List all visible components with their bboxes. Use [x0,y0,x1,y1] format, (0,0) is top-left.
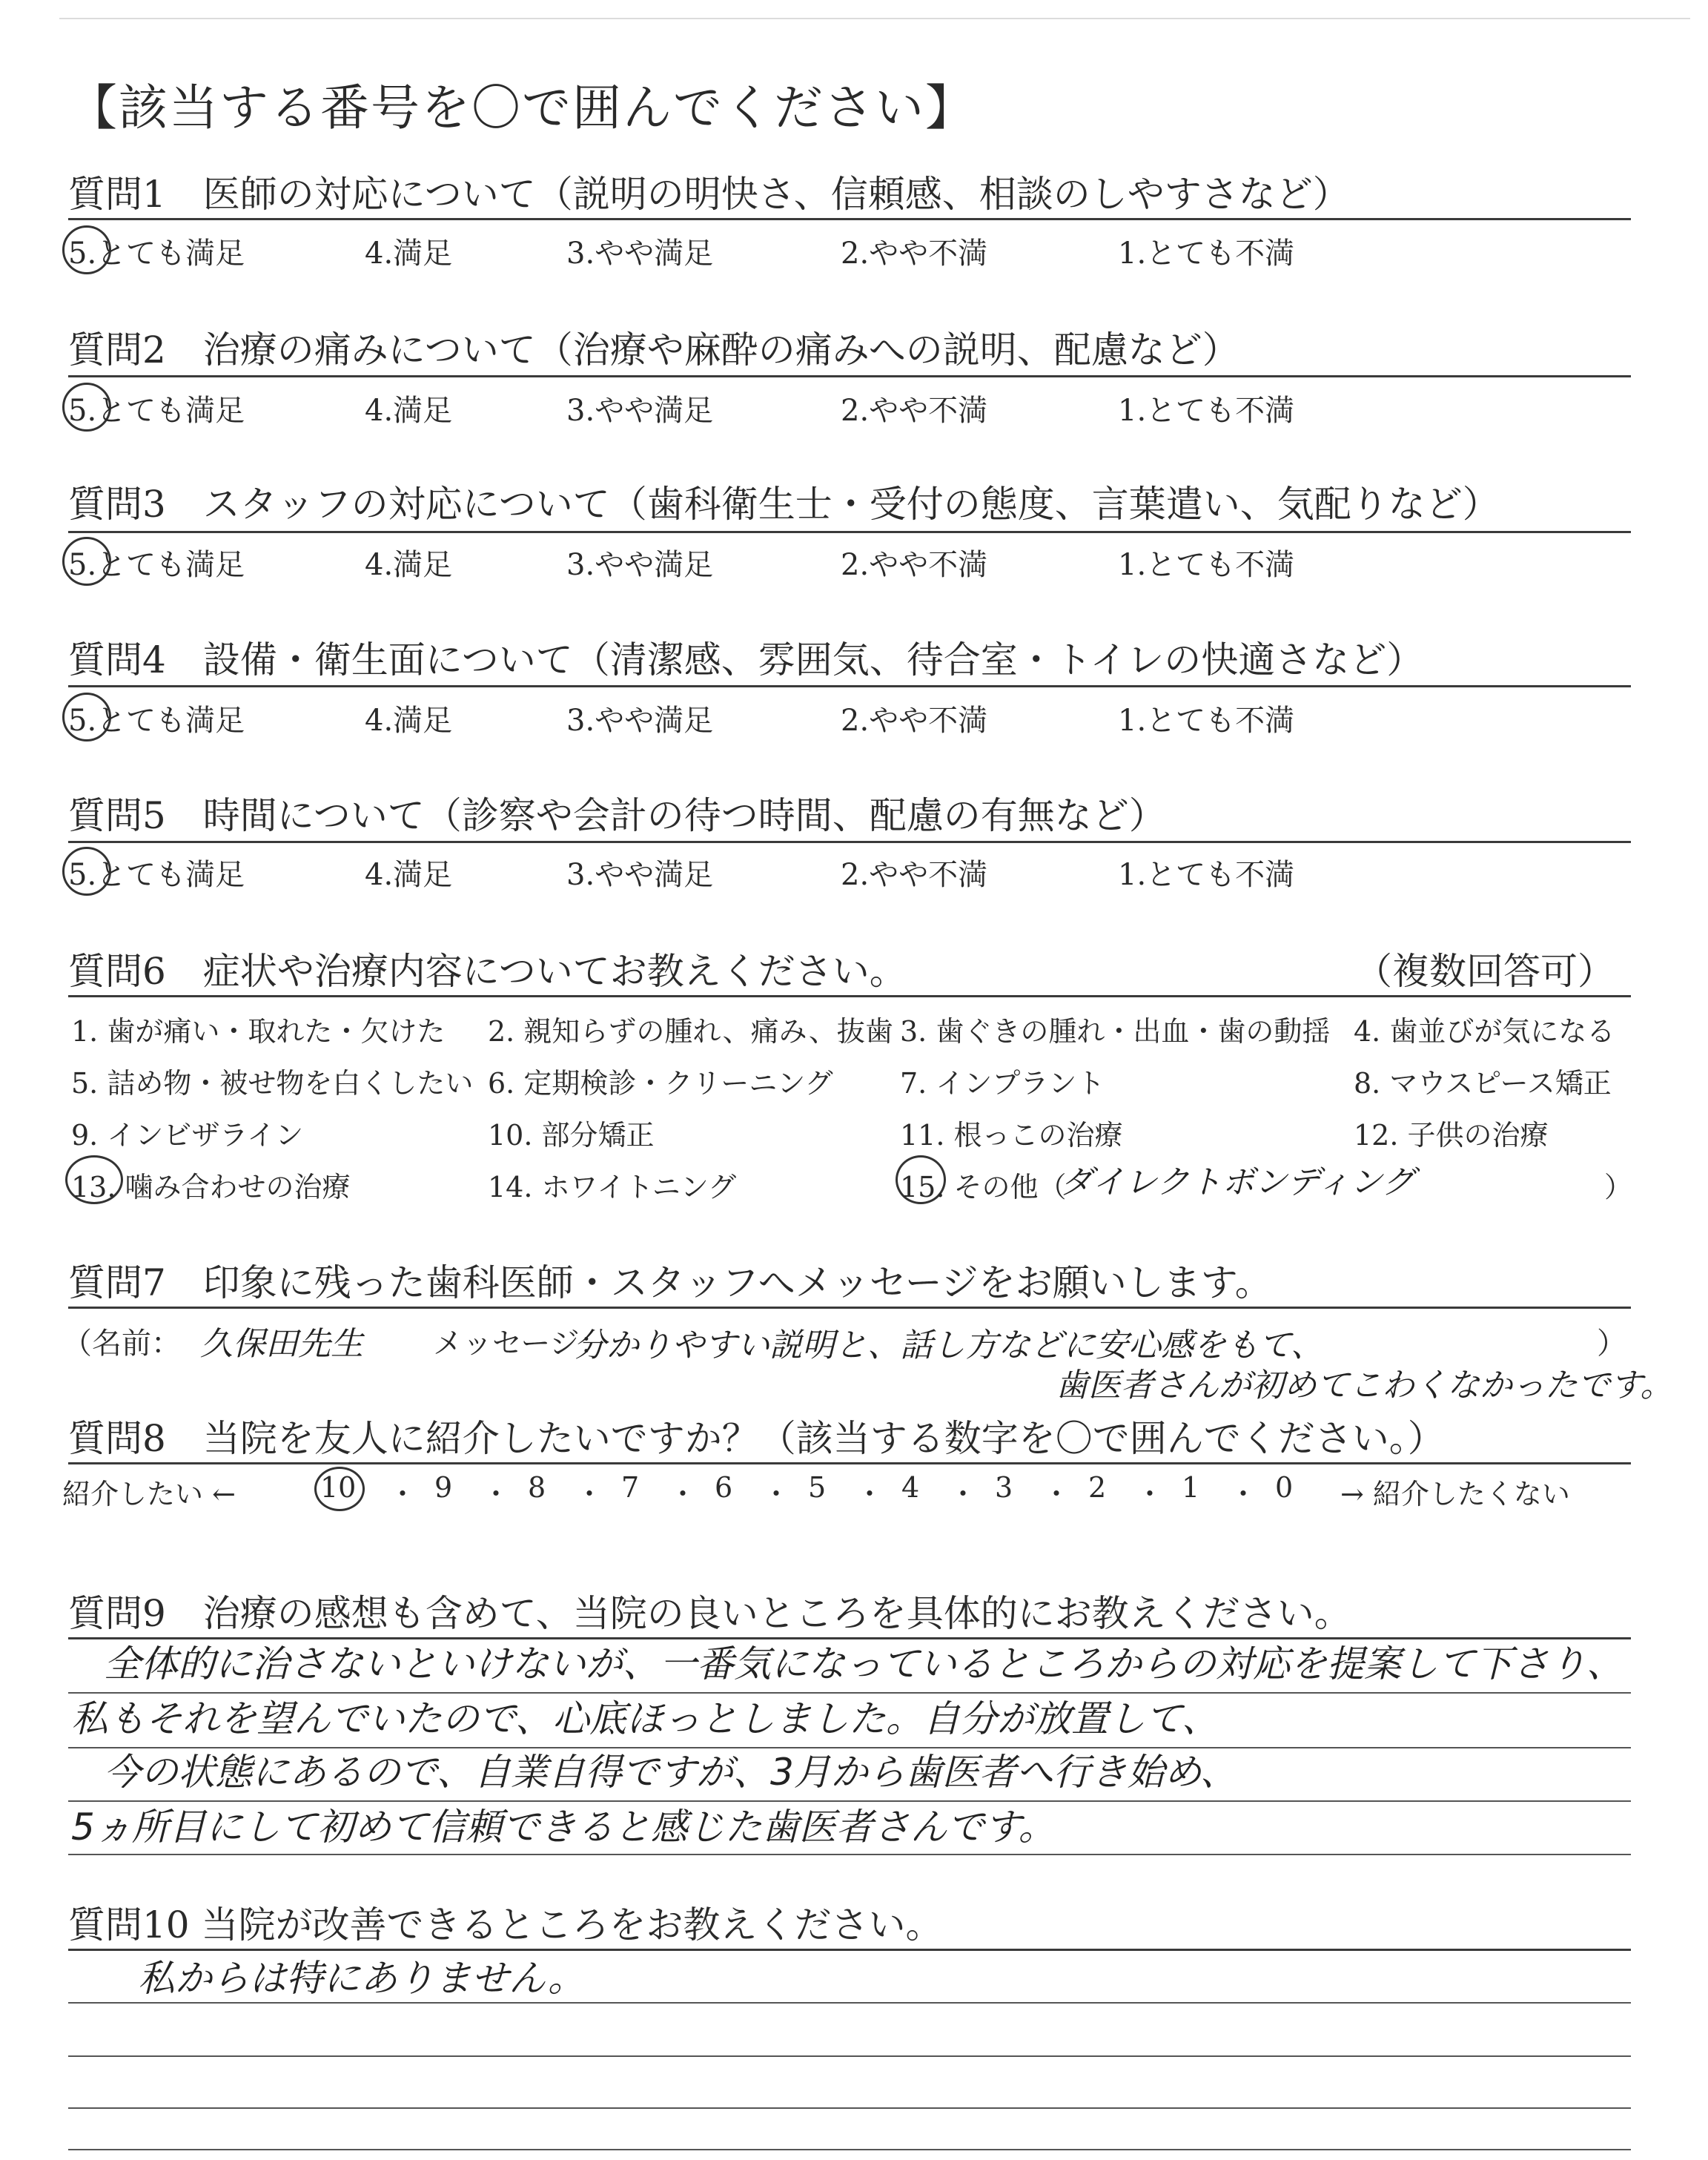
q5-option-5[interactable]: 5.とても満足 [68,858,245,892]
q6-multiple-note: （複数回答可） [1355,950,1615,993]
q1-option-4[interactable]: 4.満足 [365,237,453,271]
q3-title: 質問3 スタッフの対応について（歯科衛生士・受付の態度、言葉遣い、気配りなど） [68,483,1500,526]
q6-option-13[interactable]: 13. 噛み合わせの治療 [71,1171,351,1203]
q6-other-close: ） [1604,1171,1633,1203]
q8-value-0[interactable]: 0 [1275,1471,1294,1504]
q8-left-label: 紹介したい ← [62,1478,236,1510]
q6-rule [68,995,1631,997]
q8-value-7[interactable]: 7 [621,1471,640,1504]
q4-rule [68,685,1631,687]
q3-option-5[interactable]: 5.とても満足 [68,548,245,582]
q8-right-label: → 紹介したくない [1340,1478,1570,1510]
q10-line-4-rule [68,2107,1631,2109]
q8-title: 質問8 当院を友人に紹介したいですか？（該当する数字を〇で囲んでください。） [68,1417,1445,1460]
instruction-heading: 【該当する番号を〇で囲んでください】 [68,79,976,136]
q7-answer [62,1317,1673,1406]
q2-title: 質問2 治療の痛みについて（治療や麻酔の痛みへの説明、配慮など） [68,328,1239,371]
q8-value-3[interactable]: 3 [995,1471,1013,1504]
q6-option-9[interactable]: 9. インビザライン [71,1119,304,1152]
q9-line-5-rule [68,1854,1631,1855]
q6-option-12[interactable]: 12. 子供の治療 [1354,1119,1549,1152]
q3-rule [68,531,1631,533]
q5-title: 質問5 時間について（診察や会計の待つ時間、配慮の有無など） [68,794,1166,837]
q2-rule [68,375,1631,377]
q1-options [68,230,1631,274]
q5-option-2[interactable]: 2.やや不満 [841,858,988,892]
q2-options [68,387,1631,432]
q4-option-1[interactable]: 1.とても不満 [1118,704,1295,738]
q7-title: 質問7 印象に残った歯科医師・スタッフへメッセージをお願いします。 [68,1261,1272,1304]
q6-option-4[interactable]: 4. 歯並びが気になる [1354,1015,1615,1048]
q2-option-1[interactable]: 1.とても不満 [1118,394,1295,428]
q3-option-2[interactable]: 2.やや不満 [841,548,988,582]
q6-option-2[interactable]: 2. 親知らずの腫れ、痛み、抜歯 [488,1015,893,1048]
q3-option-4[interactable]: 4.満足 [365,548,453,582]
q9-answer-line-2[interactable]: 私もそれを望んでいたので、心底ほっとしました。自分が放置して、 [71,1697,1219,1740]
q1-option-2[interactable]: 2.やや不満 [841,237,988,271]
q7-message-line-1[interactable]: 分かりやすい説明と、話し方などに安心感をもて、 [574,1327,1324,1364]
q3-option-3[interactable]: 3.やや満足 [566,548,714,582]
q8-rule [68,1462,1631,1464]
q6-options [68,1008,1631,1216]
q8-value-4[interactable]: 4 [901,1471,920,1504]
q1-rule [68,218,1631,220]
q8-value-10[interactable]: 10 [320,1471,357,1504]
q6-option-14[interactable]: 14. ホワイトニング [488,1171,737,1203]
q6-option-7[interactable]: 7. インプラント [900,1067,1105,1100]
q7-rule [68,1307,1631,1309]
q8-value-5[interactable]: 5 [808,1471,827,1504]
q4-option-2[interactable]: 2.やや不満 [841,704,988,738]
q4-options [68,697,1631,742]
q1-title: 質問1 医師の対応について（説明の明快さ、信頼感、相談のしやすさなど） [68,173,1350,216]
q4-option-4[interactable]: 4.満足 [365,704,453,738]
q7-message-label: メッセージ： [433,1327,609,1361]
q10-title: 質問10 当院が改善できるところをお教えください。 [68,1903,943,1946]
q1-option-5[interactable]: 5.とても満足 [68,237,245,271]
q10-line-5-rule [68,2149,1631,2150]
q5-options [68,851,1631,896]
q6-option-1[interactable]: 1. 歯が痛い・取れた・欠けた [71,1015,446,1048]
q3-option-1[interactable]: 1.とても不満 [1118,548,1295,582]
q9-title: 質問9 治療の感想も含めて、当院の良いところを具体的にお教えください。 [68,1592,1351,1635]
q5-rule [68,841,1631,843]
q6-option-6[interactable]: 6. 定期検診・クリーニング [488,1067,833,1100]
q7-close: ） [1597,1327,1626,1361]
q8-value-2[interactable]: 2 [1088,1471,1107,1504]
q9-answer-line-3[interactable]: 今の状態にあるので、自業自得ですが、3月から歯医者へ行き始め、 [104,1751,1237,1794]
q6-option-11[interactable]: 11. 根っこの治療 [900,1119,1123,1152]
q8-value-8[interactable]: 8 [528,1471,546,1504]
q10-line-3-rule [68,2055,1631,2057]
q6-option-8[interactable]: 8. マウスピース矯正 [1354,1067,1612,1100]
q10-answer-line-1[interactable]: 私からは特にありません。 [138,1957,585,2000]
q6-title: 質問6 症状や治療内容についてお教えください。 [68,950,907,993]
q9-answer-line-4[interactable]: 5ヵ所目にして初めて信頼できると感じた歯医者さんです。 [71,1806,1056,1849]
q4-title: 質問4 設備・衛生面について（清潔感、雰囲気、待合室・トイレの快適さなど） [68,638,1424,681]
q5-option-1[interactable]: 1.とても不満 [1118,858,1295,892]
q6-option-5[interactable]: 5. 詰め物・被せ物を白くしたい [71,1067,474,1100]
q10-line-2-rule [68,2002,1631,2004]
q1-option-1[interactable]: 1.とても不満 [1118,237,1295,271]
q8-value-1[interactable]: 1 [1182,1471,1200,1504]
top-border [59,18,1690,19]
q2-option-4[interactable]: 4.満足 [365,394,453,428]
q7-name-value[interactable]: 久保田先生 [200,1325,363,1363]
q6-other-handwritten: ダイレクトボンディング [1060,1163,1414,1201]
q8-value-6[interactable]: 6 [715,1471,733,1504]
q5-option-4[interactable]: 4.満足 [365,858,453,892]
q9-answer-line-1[interactable]: 全体的に治さないといけないが、一番気になっているところからの対応を提案して下さり、 [104,1642,1623,1685]
q2-option-2[interactable]: 2.やや不満 [841,394,988,428]
q3-options [68,541,1631,586]
q1-option-3[interactable]: 3.やや満足 [566,237,714,271]
q8-scale: 紹介したい ← 10 ・ 9 ・ 8 ・ 7 ・ 6 ・ 5 ・ 4 ・ 3 ・ 2 ・ 1 ・ 0 → 紹介したくない [62,1471,1634,1516]
q7-message-line-2[interactable]: 歯医者さんが初めてこわくなかったです。 [1056,1367,1673,1404]
q7-name-label: （名前： [62,1327,181,1361]
q5-option-3[interactable]: 3.やや満足 [566,858,714,892]
q6-option-15[interactable]: 15. その他（ [900,1171,1067,1203]
q8-value-9[interactable]: 9 [434,1471,453,1504]
q4-option-3[interactable]: 3.やや満足 [566,704,714,738]
q4-option-5[interactable]: 5.とても満足 [68,704,245,738]
q6-option-3[interactable]: 3. 歯ぐきの腫れ・出血・歯の動揺 [900,1015,1331,1048]
q2-option-5[interactable]: 5.とても満足 [68,394,245,428]
q2-option-3[interactable]: 3.やや満足 [566,394,714,428]
q6-option-10[interactable]: 10. 部分矯正 [488,1119,655,1152]
